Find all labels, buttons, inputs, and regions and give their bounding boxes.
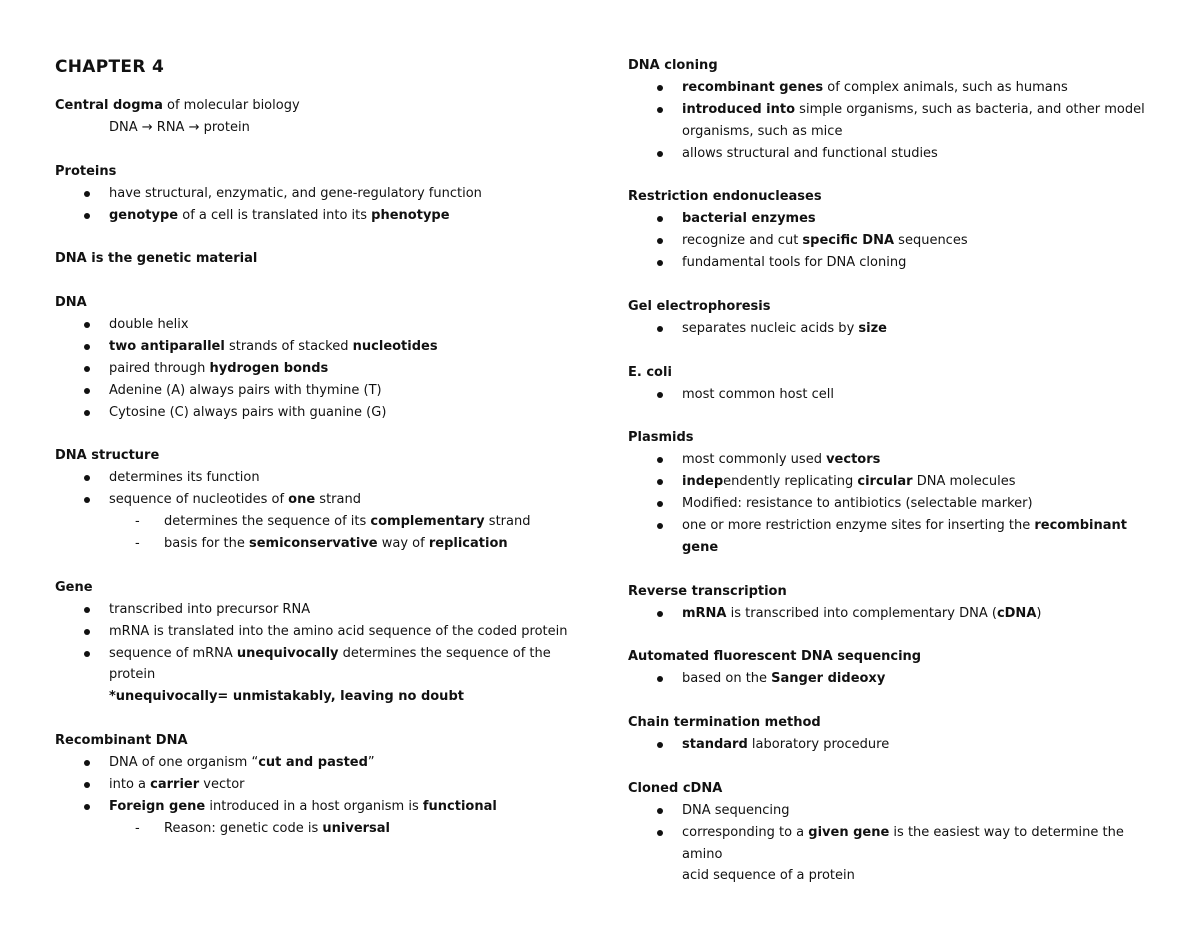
list-item (628, 471, 1148, 493)
sub-list-item (55, 533, 575, 555)
list-item-text: double helix (109, 317, 189, 333)
list-item-continuation: organisms, such as mice (682, 123, 843, 139)
list-item-text: determines its function (109, 470, 260, 486)
footnote: *unequivocally= unmistakably, leaving no doubt (109, 689, 464, 705)
bullet-icon (84, 388, 90, 394)
bullet-icon (657, 107, 663, 113)
bold-term: Sanger dideoxy (771, 671, 886, 687)
bullet-icon (657, 151, 663, 157)
bullet-icon (84, 475, 90, 481)
reverse-heading: Reverse transcription (628, 583, 787, 599)
bullet-icon (657, 457, 663, 463)
bullet-icon (657, 216, 663, 222)
list-item (628, 822, 1148, 866)
list-item-text: most commonly used (682, 452, 827, 468)
list-item-text: ” (367, 755, 375, 771)
chapter-title: CHAPTER 4 (55, 57, 165, 77)
list-item-text: is transcribed into complementary DNA ( (726, 605, 997, 621)
list-item (628, 77, 1148, 99)
list-item-text: of complex animals, such as humans (823, 79, 1068, 95)
list-item-text: vector (199, 777, 245, 792)
list-item (55, 489, 575, 511)
list-item (55, 643, 575, 665)
bold-term: complementary (370, 514, 485, 530)
dash-icon: - (135, 514, 140, 530)
bullet-icon (657, 742, 663, 748)
left-column (55, 50, 575, 840)
bold-term: introduced into (682, 101, 796, 117)
gel-heading: Gel electrophoresis (628, 298, 771, 314)
list-item (628, 800, 1148, 822)
bullet-icon (84, 804, 90, 810)
bold-term: universal (322, 820, 391, 836)
list-item (55, 402, 575, 424)
list-item-text: corresponding to a (682, 824, 809, 840)
list-item-text: based on the (682, 671, 772, 687)
list-item-text: allows structural and functional studies (682, 145, 938, 161)
bullet-icon (84, 497, 90, 503)
bullet-icon (657, 479, 663, 485)
bold-term: cDNA (996, 605, 1037, 621)
central-dogma-term: Central dogma (55, 98, 163, 113)
bullet-icon (84, 760, 90, 766)
list-item (628, 515, 1148, 537)
list-item-text: sequences (894, 233, 968, 249)
list-item (55, 205, 575, 227)
list-item (628, 99, 1148, 121)
bold-term: mRNA (682, 605, 727, 621)
list-item-text: DNA sequencing (682, 802, 790, 818)
bold-term: one (288, 492, 316, 508)
list-item (628, 230, 1148, 252)
bold-term: functional (422, 798, 497, 814)
chain-heading: Chain termination method (628, 715, 821, 731)
bold-term: size (858, 320, 887, 336)
list-item-text: simple organisms, such as bacteria, and other model (795, 101, 1145, 117)
list-item-text: Adenine (A) always pairs with thymine (T) (109, 382, 382, 398)
list-item-text: fundamental tools for DNA cloning (682, 255, 907, 271)
list-item-text: one or more restriction enzyme sites for inserting the (682, 517, 1035, 533)
bullet-icon (657, 808, 663, 814)
restriction-heading: Restriction endonucleases (628, 189, 822, 205)
bullet-icon (657, 238, 663, 244)
bold-term: circular (857, 474, 913, 490)
bold-term: vectors (826, 452, 881, 468)
bullet-icon (84, 213, 90, 219)
list-item (55, 796, 575, 818)
list-item-text: is the easiest way to determine the amino (682, 824, 1124, 862)
plasmids-heading: Plasmids (628, 430, 694, 446)
bullet-icon (657, 611, 663, 617)
list-item-text: way of (377, 536, 429, 552)
bold-term: cut and pasted (258, 755, 368, 771)
list-item-text: recognize and cut (682, 233, 803, 249)
list-item (628, 668, 1148, 690)
list-item (55, 467, 575, 489)
bold-term: specific DNA (802, 233, 895, 249)
list-item-text: have structural, enzymatic, and gene-regulatory function (109, 185, 482, 201)
dash-icon: - (135, 536, 140, 552)
bold-term: given gene (808, 824, 890, 840)
bullet-icon (84, 344, 90, 350)
list-item (628, 318, 1148, 340)
list-item (55, 774, 575, 796)
list-item (628, 208, 1148, 230)
gene-heading: Gene (55, 579, 93, 595)
list-item (55, 380, 575, 402)
list-item (628, 493, 1148, 515)
list-item (628, 603, 1148, 625)
list-item-continuation: acid sequence of a protein (682, 868, 855, 884)
bullet-icon (657, 260, 663, 266)
cloned-heading: Cloned cDNA (628, 780, 723, 796)
list-item-text: determines the sequence of the (338, 645, 551, 661)
list-item-text: transcribed into precursor RNA (109, 601, 311, 617)
list-item-text: into a (109, 777, 151, 792)
bold-term: semiconservative (248, 536, 378, 552)
bold-term: nucleotides (352, 338, 438, 354)
sub-list-item (55, 818, 575, 840)
list-item-text: introduced in a host organism is (205, 798, 423, 814)
right-column (628, 55, 1148, 887)
list-item-text: strand (315, 492, 361, 508)
list-item (628, 384, 1148, 406)
list-item-text: of a cell is translated into its (178, 207, 372, 223)
list-item-text: most common host cell (682, 386, 834, 402)
bold-term: recombinant genes (682, 79, 824, 95)
bullet-icon (84, 410, 90, 416)
bold-term: replication (428, 536, 508, 552)
bullet-icon (657, 501, 663, 507)
sequencing-heading: Automated fluorescent DNA sequencing (628, 649, 922, 665)
sub-list-item (55, 511, 575, 533)
bullet-icon (84, 191, 90, 197)
list-item (55, 336, 575, 358)
list-item-text: laboratory procedure (747, 736, 890, 752)
list-item-text: strands of stacked (224, 338, 353, 354)
central-dogma-flow: DNA → RNA → protein (109, 119, 250, 135)
list-item (55, 183, 575, 205)
dna-structure-heading: DNA structure (55, 448, 160, 464)
list-item-continuation: gene (682, 539, 719, 555)
list-item (55, 621, 575, 643)
bold-term: carrier (150, 777, 200, 792)
bullet-icon (657, 326, 663, 332)
list-item-text: paired through (109, 360, 210, 376)
bold-term: indep (682, 474, 724, 490)
list-item (628, 734, 1148, 756)
list-item-text: strand (484, 514, 531, 530)
list-item-continuation: protein (109, 667, 156, 683)
bullet-icon (84, 651, 90, 657)
bold-term: unequivocally (236, 645, 339, 661)
bold-term: recombinant (1034, 517, 1128, 533)
list-item-text: separates nucleic acids by (682, 320, 859, 336)
list-item-text: ) (1036, 605, 1042, 621)
bullet-icon (657, 830, 663, 836)
ecoli-heading: E. coli (628, 364, 672, 380)
list-item-text: Reason: genetic code is (164, 820, 323, 836)
bullet-icon (657, 392, 663, 398)
list-item-text: DNA of one organism “ (109, 755, 259, 771)
bold-term: standard (682, 736, 748, 752)
dna-genetic-heading: DNA is the genetic material (55, 251, 258, 267)
list-item (55, 314, 575, 336)
bold-term: bacterial enzymes (682, 211, 816, 227)
bullet-icon (84, 629, 90, 635)
cloning-heading: DNA cloning (628, 58, 718, 73)
central-dogma-line (55, 95, 575, 117)
recombinant-heading: Recombinant DNA (55, 733, 188, 749)
bullet-icon (657, 523, 663, 529)
bold-term: phenotype (371, 207, 450, 223)
list-item-text: Modified: resistance to antibiotics (selectable marker) (682, 496, 1033, 512)
bullet-icon (657, 85, 663, 91)
dna-heading: DNA (55, 295, 87, 311)
list-item (628, 449, 1148, 471)
list-item (55, 599, 575, 621)
list-item-text: endently replicating (723, 474, 858, 490)
dash-icon: - (135, 820, 140, 836)
list-item-text: Cytosine (C) always pairs with guanine (G) (109, 404, 387, 420)
proteins-heading: Proteins (55, 163, 117, 179)
bold-term: genotype (109, 207, 179, 223)
list-item-text: determines the sequence of its (164, 514, 371, 530)
central-dogma-rest: of molecular biology (162, 98, 300, 113)
bold-term: hydrogen bonds (209, 360, 329, 376)
bullet-icon (84, 607, 90, 613)
list-item (628, 143, 1148, 165)
bullet-icon (84, 322, 90, 328)
bullet-icon (84, 782, 90, 788)
list-item (628, 252, 1148, 274)
list-item-text: DNA molecules (912, 474, 1016, 490)
list-item (55, 358, 575, 380)
list-item-text: basis for the (164, 536, 249, 552)
list-item (55, 752, 575, 774)
list-item-text: mRNA is translated into the amino acid sequence of the coded protein (109, 623, 568, 639)
list-item-text: sequence of mRNA (109, 645, 237, 661)
list-item-text: sequence of nucleotides of (109, 492, 289, 508)
bold-term: two antiparallel (109, 338, 225, 354)
bullet-icon (84, 366, 90, 372)
bullet-icon (657, 676, 663, 682)
bold-term: Foreign gene (109, 798, 206, 814)
